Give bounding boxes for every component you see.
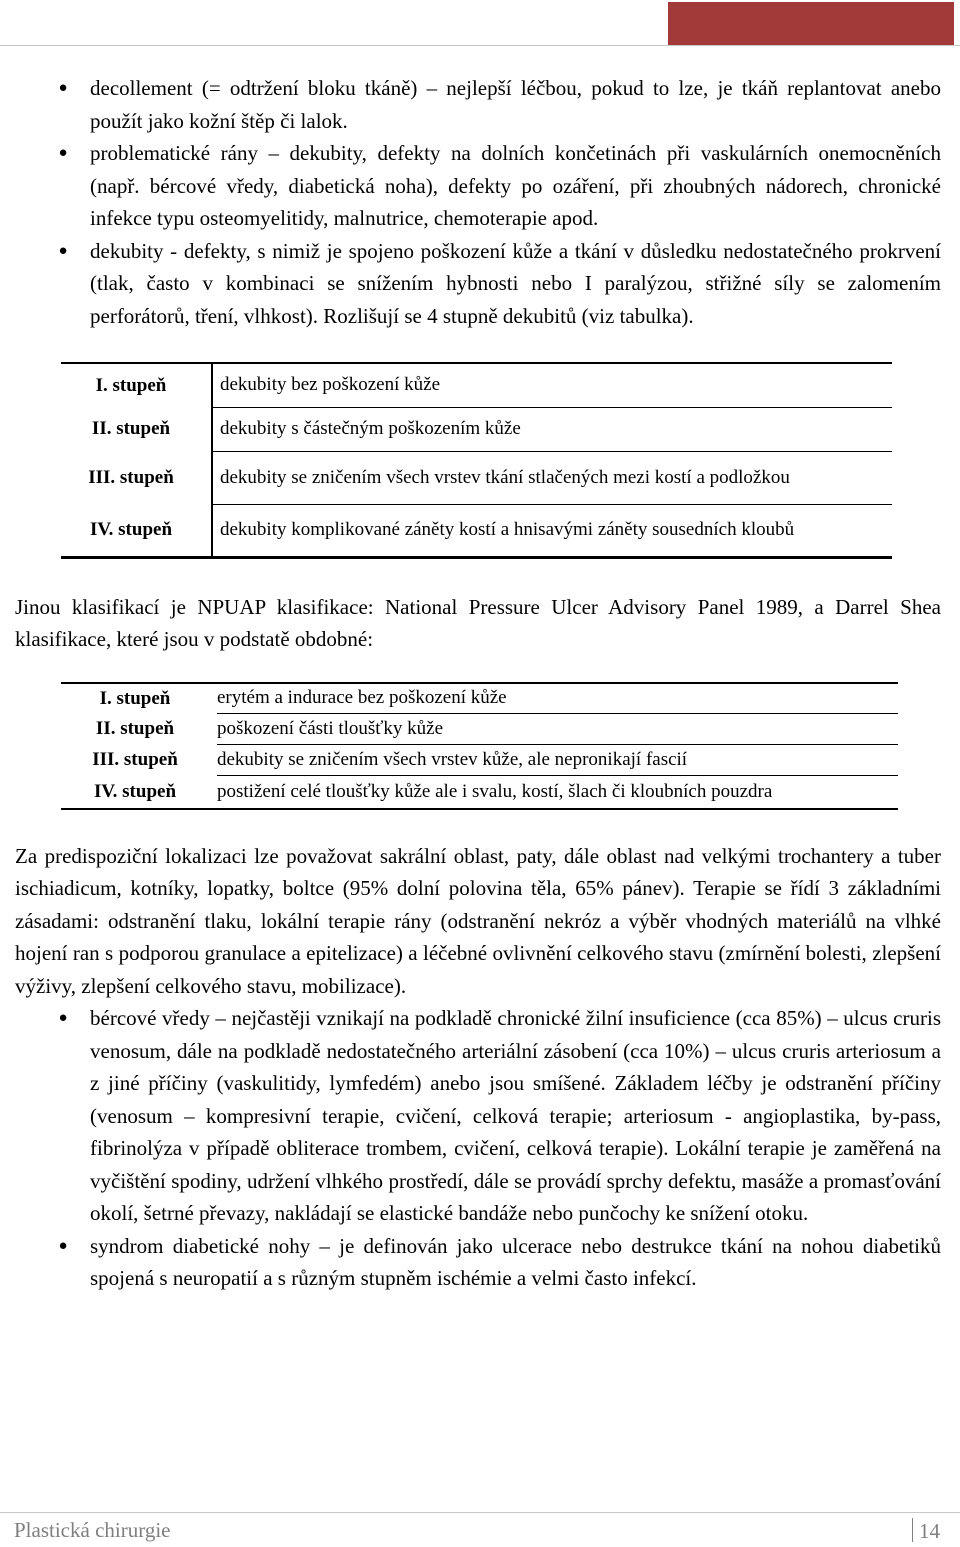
table-row xyxy=(61,745,898,776)
description-cell: postižení celé tloušťky kůže ale i svalu, kostí, šlach či kloubních pouzdra xyxy=(217,776,898,809)
list-item xyxy=(15,72,941,137)
bullet-icon: ● xyxy=(58,1237,68,1254)
grade-cell: IV. stupeň xyxy=(93,780,177,802)
page-number-separator xyxy=(912,1518,913,1542)
page-number xyxy=(912,1518,940,1544)
grade-cell: III. stupeň xyxy=(92,749,178,770)
grade-cell: II. stupeň xyxy=(95,718,175,739)
list-item xyxy=(15,1002,941,1230)
header-divider xyxy=(0,45,960,46)
list-item-text: dekubity - defekty, s nimiž je spojeno poškození kůže a tkání v důsledku nedostatečného prokrvení (tlak, často v kombinaci se snížením hybnosti nebo I paralýzou, střižné síly se zalomením perforátorů, tření, vlhkost). Rozlišují se 4 stupně dekubitů (viz tabulka). xyxy=(90,238,941,328)
list-item xyxy=(15,1230,941,1295)
footer-divider xyxy=(0,1512,960,1513)
grade-cell: IV. stupeň xyxy=(89,518,173,540)
footer-title: Plastická chirurgie xyxy=(14,1518,171,1542)
description-cell: poškození části tloušťky kůže xyxy=(217,714,898,745)
page-content xyxy=(15,72,941,1295)
description-cell: dekubity se zničením všech vrstev kůže, ale nepronikají fascií xyxy=(217,745,898,776)
grade-cell: I. stupeň xyxy=(95,374,167,396)
table-row xyxy=(61,504,892,557)
table-row xyxy=(61,776,898,809)
bullet-icon: ● xyxy=(58,145,68,161)
description-cell: dekubity bez poškození kůže xyxy=(212,363,892,407)
description-cell: dekubity s částečným poškozením kůže xyxy=(212,407,892,451)
description-cell: dekubity komplikované záněty kostí a hnisavými záněty sousedních kloubů xyxy=(212,504,892,557)
list-item xyxy=(15,235,941,333)
npuap-paragraph: Jinou klasifikací je NPUAP klasifikace: National Pressure Ulcer Advisory Panel 1989, a Darrel Shea klasifikace, které jsou v podstatě obdobné: xyxy=(15,594,941,651)
predisposition-paragraph: Za predispoziční lokalizaci lze považovat sakrální oblast, paty, dále oblast nad velkými trochantery a tuber ischiadicum, kotníky, lopatky, boltce (95% dolní polovina těla, 65% pánev). Terapie se řídí 3 základními zásadami: odstranění tlaku, lokální terapie rány (odstranění nekróz a výběr vhodných materiálů na vlhké hojení ran s podporou granulace a epitelizace) a léčebné ovlivnění celkového stavu (zmírnění bolesti, zlepšení výživy, zlepšení celkového stavu, mobilizace). xyxy=(15,843,941,998)
npuap-grade-table xyxy=(61,682,898,810)
bullet-icon: ● xyxy=(58,242,68,259)
page-number-value: 14 xyxy=(919,1519,940,1543)
list-item xyxy=(15,137,941,235)
bullet-list-top xyxy=(15,72,941,332)
table-row xyxy=(61,407,892,451)
header-accent-bar xyxy=(668,2,954,45)
description-cell: dekubity se zničením všech vrstev tkání stlačených mezi kostí a podložkou xyxy=(212,451,892,504)
bullet-icon: ● xyxy=(58,80,68,96)
table-row xyxy=(61,714,898,745)
bullet-list-bottom xyxy=(15,1002,941,1295)
list-item-text: syndrom diabetické nohy – je definován jako ulcerace nebo destrukce tkání na nohou diabetiků spojená s neuropatií a s různým stupněm ischémie a velmi často infekcí. xyxy=(90,1233,941,1290)
description-cell: erytém a indurace bez poškození kůže xyxy=(217,687,507,709)
grade-cell: II. stupeň xyxy=(91,418,171,439)
decubitus-grade-table xyxy=(61,362,892,559)
list-item-text: decollement (= odtržení bloku tkáně) – nejlepší léčbou, pokud to lze, je tkáň replantovat anebo použít jako kožní štěp či lalok. xyxy=(90,76,941,133)
grade-cell: III. stupeň xyxy=(88,466,174,488)
table-row xyxy=(61,451,892,504)
grade-cell: I. stupeň xyxy=(99,687,171,709)
bullet-icon: ● xyxy=(58,1010,68,1026)
list-item-text: problematické rány – dekubity, defekty na dolních končetinách při vaskulárních onemocněních (např. bércové vředy, diabetická noha), defekty po ozáření, při zhoubných nádorech, chronické infekce typu osteomyelitidy, malnutrice, chemoterapie apod. xyxy=(90,141,941,230)
list-item-text: bércové vředy – nejčastěji vznikají na podkladě chronické žilní insuficience (cca 85%) – ulcus cruris venosum, dále na podkladě nedostatečného arteriální zásobení (cca 10%) – ulcus cruris arteriosum a z jiné příčiny (vaskulitidy, lymfedém) anebo jsou smíšené. Základem léčby je odstranění příčiny (venosum – kompresivní terapie, cvičení, celková terapie; arteriosum - angioplastika, by-pass, fibrinolýza v případě obliterace trombem, cvičení, celková terapie). Lokální terapie je zaměřená na vyčištění spodiny, udržení vlhkého prostředí, dále se provádí sprchy defektu, masáže a promasťování okolí, šetrné převazy, nakládají se elastické bandáže nebo punčochy ke snížení otoku. xyxy=(90,1006,941,1225)
table-row xyxy=(61,683,898,714)
table-row xyxy=(61,363,892,407)
